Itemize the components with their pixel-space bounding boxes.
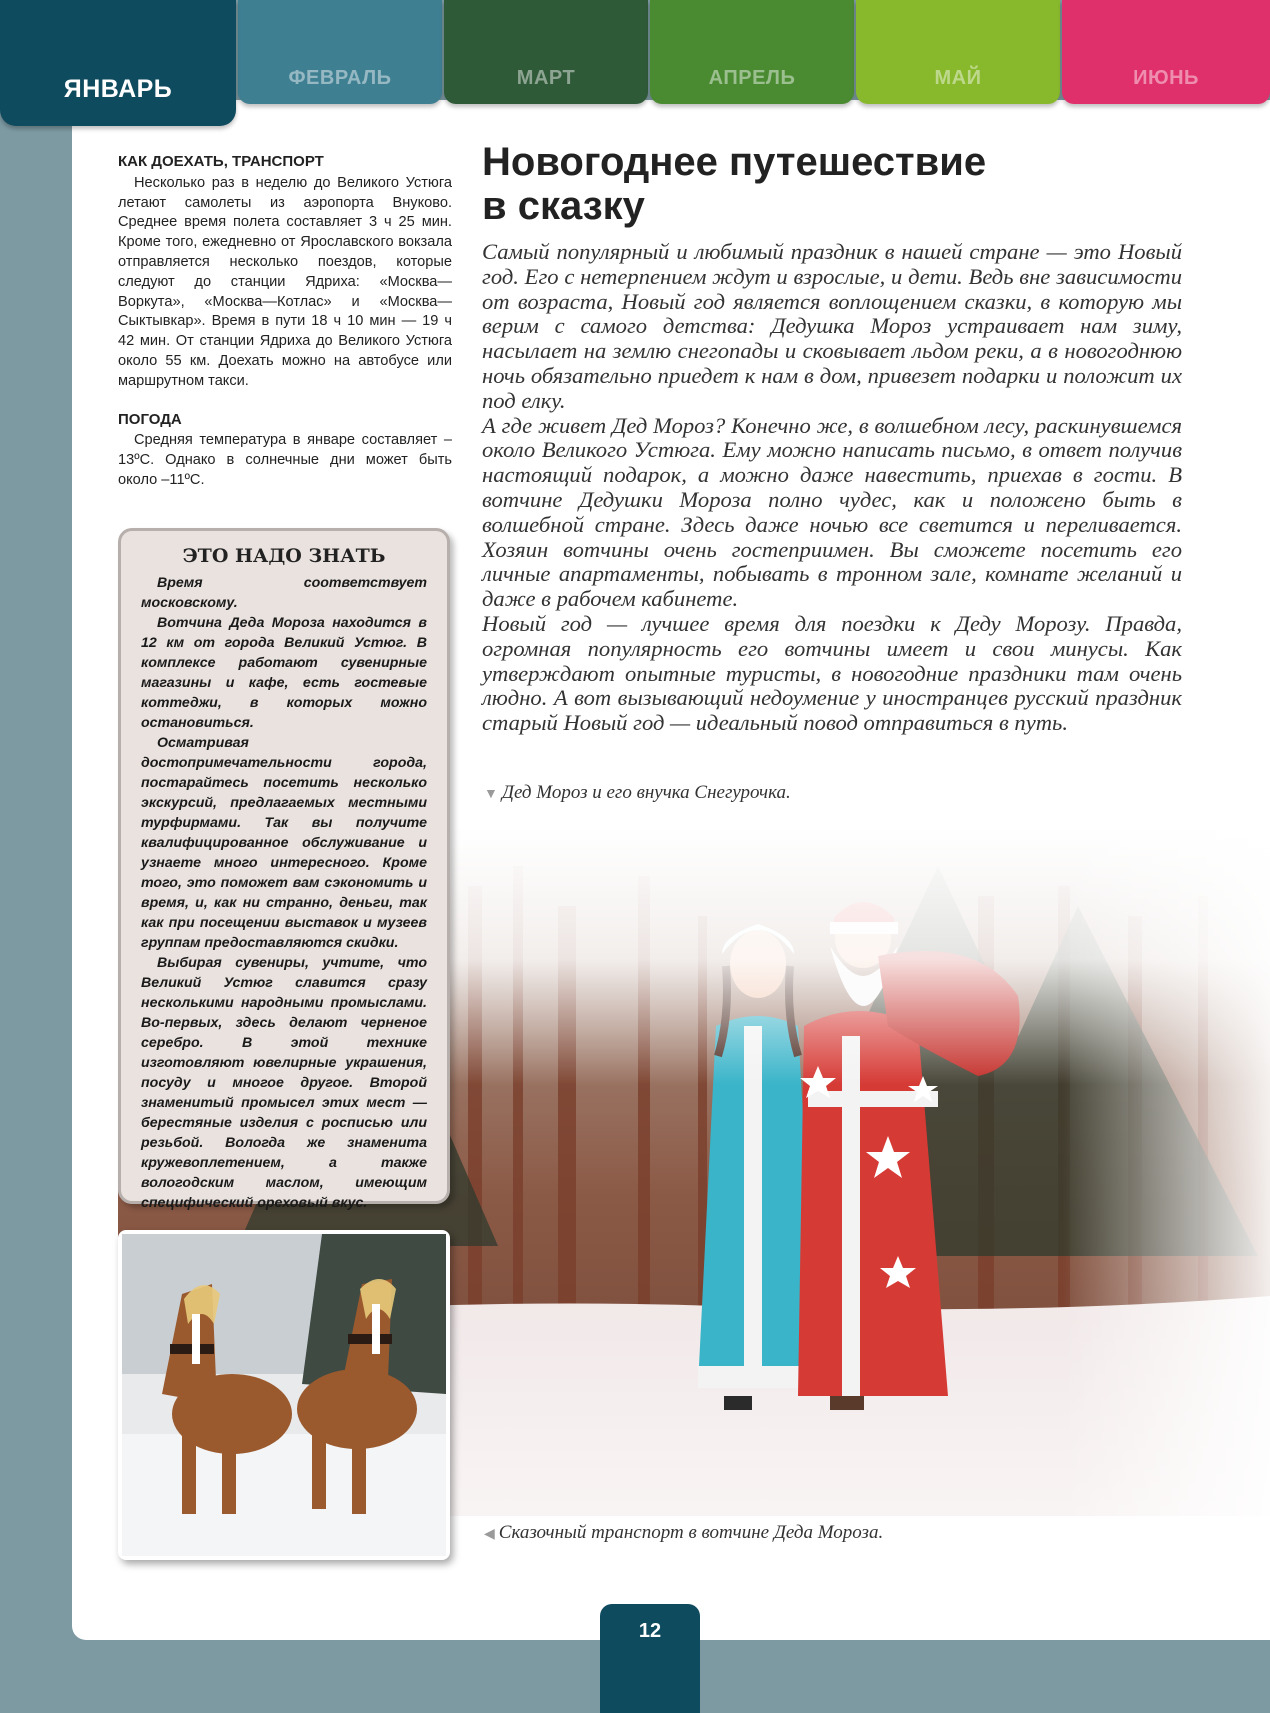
- weather-text: Средняя температура в январе составляет –13ºС. Однако в солнечные дни может быть около –11ºС.: [118, 432, 452, 488]
- article-title-line2: в сказку: [482, 184, 645, 228]
- article-paragraph: Самый популярный и любимый праздник в нашей стране — это Новый год. Его с нетерпением ждут и взрослые, и дети. Ведь вне зависимости от возраста, Новый год является воплощением сказки, в которую мы верим с самого детства: Дедушка Мороз устраивает нам зиму, насылает на землю снегопады и сковывает льдом реки, а в новогоднюю ночь обязательно приедет к нам в дом, привезет подарки и положит их под елку.: [482, 239, 1182, 413]
- tab-february[interactable]: ФЕВРАЛЬ: [238, 0, 442, 104]
- info-box: [118, 528, 450, 1211]
- info-paragraph: Осматривая достопримечательности города, постарайтесь посетить несколько экскурсий, предлагаемых местными турфирмами. Так вы получите квалифицированное обслуживание и узнаете много интересного. Кроме того, это поможет вам сэкономить и время, и, как ни странно, деньги, так как при посещении выставок и музеев группам предоставляются скидки.: [141, 735, 427, 951]
- tab-march[interactable]: МАРТ: [444, 0, 648, 104]
- info-box-title: ЭТО НАДО ЗНАТЬ: [182, 545, 386, 567]
- tab-may[interactable]: МАЙ: [856, 0, 1060, 104]
- down-triangle-icon: ▼: [484, 787, 498, 802]
- info-paragraph: Время соответствует московскому.: [141, 575, 427, 611]
- tab-january[interactable]: ЯНВАРЬ: [0, 0, 236, 126]
- article-paragraph: Новый год — лучшее время для поездки к Деду Морозу. Правда, огромная популярность его вотчины имеет и свои минусы. Как утверждают опытные туристы, в новогодние праздники там очень людно. А вот вызывающий недоумение у иностранцев русский праздник старый Новый год — идеальный повод отправиться в путь.: [482, 610, 1182, 736]
- main-photo-caption-text: Дед Мороз и его внучка Снегурочка.: [501, 782, 791, 803]
- article-paragraph: А где живет Дед Мороз? Конечно же, в волшебном лесу, раскинувшемся около Великого Устюга. Ему можно написать письмо, в ответ получив настоящий подарок, а можно даже навестить, приехав в гости. В вотчине Дедушки Мороза полно чудес, как и положено быть в волшебной стране. Здесь даже ночью все светится и переливается. Хозяин вотчины очень гостеприимен. Вы сможете посетить его личные апартаменты, побывать в тронном зале, комнате желаний и даже в рабочем кабинете.: [482, 412, 1182, 612]
- sidebar-facts: [118, 152, 452, 491]
- horse-photo-caption: [484, 1522, 883, 1544]
- main-photo-caption: [484, 782, 791, 804]
- page-number: 12: [600, 1604, 700, 1713]
- left-margin-strip: [0, 0, 72, 1713]
- tab-june[interactable]: ИЮНЬ: [1062, 0, 1270, 104]
- transport-text: Несколько раз в неделю до Великого Устюга летают самолеты из аэропорта Внуково. Среднее время полета составляет 3 ч 25 мин. Кроме того, ежедневно от Ярославского вокзала отправляется несколько поездов, которые следуют до станции Ядриха: «Москва—Воркута», «Москва—Котлас» и «Москва—Сыктывкар». Время в пути 18 ч 10 мин — 19 ч 42 мин. От станции Ядриха до Великого Устюга около 55 км. Доехать можно на автобусе или маршрутном такси.: [118, 174, 452, 389]
- tab-april[interactable]: АПРЕЛЬ: [650, 0, 854, 104]
- info-paragraph: Выбирая сувениры, учтите, что Великий Устюг славится сразу несколькими народными промыслами. Во-первых, здесь делают черненое серебро. В этой технике изготовляют ювелирные украшения, посуду и многое другое. Второй знаменитый промысел этих мест — берестяные изделия с росписью или резьбой. Вологда же знаменита кружевоплетением, а также вологодским маслом, имеющим специфический ореховый вкус.: [141, 955, 427, 1211]
- weather-heading: ПОГОДА: [118, 410, 182, 428]
- article-body: [482, 240, 1182, 736]
- month-tabs: [0, 0, 1270, 126]
- left-triangle-icon: ◀: [484, 1527, 495, 1542]
- horse-photo-caption-text: Сказочный транспорт в вотчине Деда Мороза.: [498, 1522, 884, 1543]
- article-title: [482, 140, 1122, 228]
- info-paragraph: Вотчина Деда Мороза находится в 12 км от города Великий Устюг. В комплексе работают сувенирные магазины и кафе, есть гостевые коттеджи, в которых можно остановиться.: [141, 615, 427, 731]
- article-title-line1: Новогоднее путешествие: [482, 140, 987, 184]
- horse-photo: [118, 1230, 450, 1560]
- transport-heading: КАК ДОЕХАТЬ, ТРАНСПОРТ: [118, 153, 324, 170]
